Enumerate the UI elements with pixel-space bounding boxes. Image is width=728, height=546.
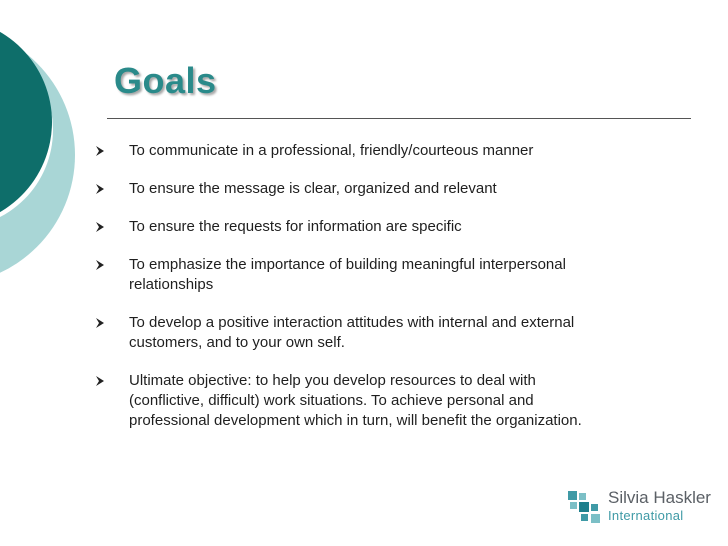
logo-mark-icon xyxy=(568,491,600,523)
arrow-bullet-icon xyxy=(95,318,105,328)
title-divider xyxy=(107,118,691,119)
list-item xyxy=(95,217,595,237)
arrow-bullet-icon xyxy=(95,376,105,386)
logo-subtitle: International xyxy=(608,508,684,523)
bullet-text: To develop a positive interaction attitudes with internal and external customers, and to your own self. xyxy=(129,314,575,351)
arrow-bullet-icon xyxy=(95,146,105,156)
bullet-text: To communicate in a professional, friendly/courteous manner xyxy=(129,142,534,159)
list-item xyxy=(95,371,595,431)
bullet-text: To ensure the message is clear, organized and relevant xyxy=(129,180,497,197)
arrow-bullet-icon xyxy=(95,222,105,232)
company-logo xyxy=(568,487,711,527)
bullet-text: To emphasize the importance of building meaningful interpersonal relationships xyxy=(129,256,566,293)
bullet-text: To ensure the requests for information are specific xyxy=(129,218,462,235)
goals-list xyxy=(95,141,595,449)
decorative-circle-shape xyxy=(0,0,80,300)
list-item xyxy=(95,141,595,161)
logo-name: Silvia Haskler xyxy=(608,488,711,507)
list-item xyxy=(95,179,595,199)
arrow-bullet-icon xyxy=(95,260,105,270)
slide-title: Goals xyxy=(114,60,217,101)
list-item xyxy=(95,255,595,295)
arrow-bullet-icon xyxy=(95,184,105,194)
list-item xyxy=(95,313,595,353)
bullet-text: Ultimate objective: to help you develop resources to deal with (conflictive, difficult) work situations. To achieve personal and professional development which in turn, will benefit the organization. xyxy=(129,372,582,429)
